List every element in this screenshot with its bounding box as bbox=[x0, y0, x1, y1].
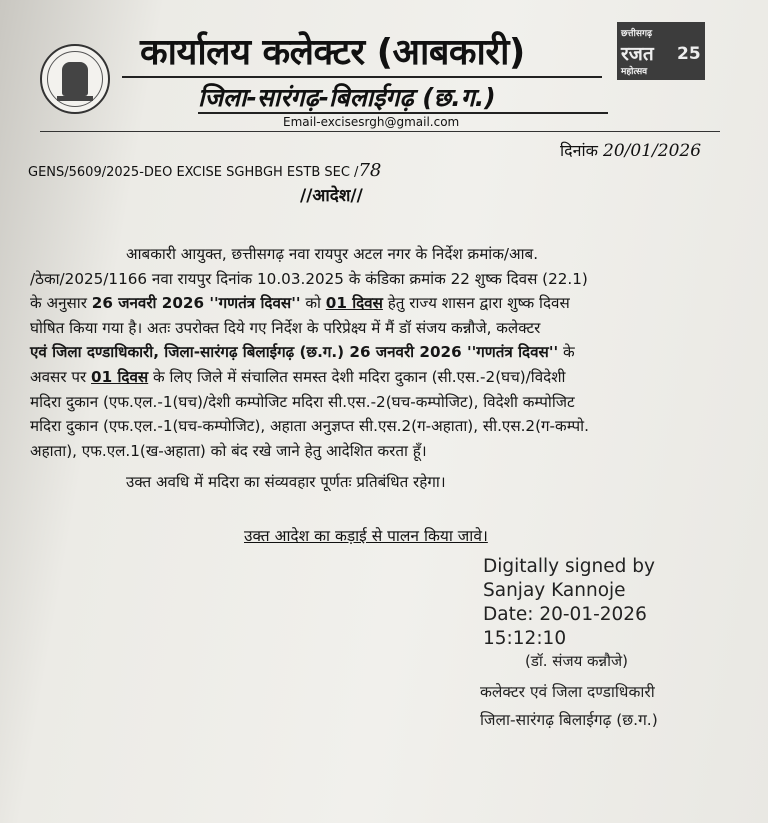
body-line bbox=[30, 414, 730, 439]
body-line bbox=[30, 291, 730, 316]
body-text-bold: 26 जनवरी 2026 ''गणतंत्र दिवस'' bbox=[349, 343, 559, 362]
signature-line: Digitally signed by bbox=[483, 556, 655, 577]
body-text-bold: 26 जनवरी 2026 ''गणतंत्र दिवस'' bbox=[91, 294, 301, 313]
title-divider bbox=[122, 76, 602, 78]
logo-number: 25 bbox=[677, 44, 701, 64]
logo-line1: छत्तीसगढ़ bbox=[621, 29, 653, 39]
restriction-sentence: उक्त अवधि में मदिरा का संव्यवहार पूर्णतः प्रतिबंधित रहेगा। bbox=[126, 473, 446, 491]
body-text: /ठेका/2025/1166 नवा रायपुर दिनांक 10.03.2025 के कंडिका क्रमांक 22 शुष्क दिवस (22.1) bbox=[30, 269, 588, 288]
signatory-designation: कलेक्टर एवं जिला दण्डाधिकारी bbox=[480, 683, 655, 701]
body-text: अवसर पर bbox=[30, 367, 92, 386]
body-line bbox=[30, 267, 730, 292]
date-field bbox=[560, 139, 701, 161]
office-title: कार्यालय कलेक्टर (आबकारी) bbox=[140, 32, 525, 73]
body-text-bold: एवं जिला दण्डाधिकारी, जिला-सारंगढ़ बिलाईगढ़ (छ.ग.) bbox=[30, 343, 350, 362]
body-line bbox=[30, 340, 730, 365]
reference-text: GENS/5609/2025-DEO EXCISE SGHBGH ESTB SEC / bbox=[28, 165, 359, 180]
signatory-district: जिला-सारंगढ़ बिलाईगढ़ (छ.ग.) bbox=[480, 711, 658, 729]
district-title: जिला-सारंगढ़-बिलाईगढ़ (छ.ग.) bbox=[198, 83, 496, 112]
body-line bbox=[30, 390, 730, 415]
state-emblem-icon bbox=[40, 44, 110, 114]
reference-handwritten-no: 78 bbox=[358, 160, 382, 181]
body-line bbox=[30, 316, 730, 341]
signature-line: Sanjay Kannoje bbox=[483, 580, 626, 601]
reference-number bbox=[28, 160, 381, 181]
email-address: Email-excisesrgh@gmail.com bbox=[283, 115, 460, 129]
body-text: के अनुसार bbox=[30, 294, 92, 313]
digital-signature bbox=[483, 555, 655, 651]
signatory-name: (डॉ. संजय कन्नौजे) bbox=[525, 652, 628, 670]
logo-line3: महोत्सव bbox=[621, 67, 648, 77]
body-text: हेतु राज्य शासन द्वारा शुष्क दिवस bbox=[382, 294, 570, 313]
body-text: घोषित किया गया है। अतः उपरोक्त दिये गए निर्देश के परिप्रेक्ष्य में मैं डॉ संजय कन्नौजे, कलेक्टर bbox=[30, 318, 541, 337]
body-text: अहाता), एफ.एल.1(ख-अहाता) को बंद रखे जाने हेतु आदेशित करता हूँ। bbox=[30, 441, 427, 460]
date-label: दिनांक bbox=[560, 141, 598, 160]
body-text: को bbox=[300, 294, 326, 313]
body-text: के लिए जिले में संचालित समस्त देशी मदिरा दुकान (सी.एस.-2(घच)/विदेशी bbox=[148, 367, 566, 386]
signature-line: Date: 20-01-2026 bbox=[483, 604, 647, 625]
header-divider bbox=[40, 131, 720, 132]
body-text: के bbox=[558, 343, 575, 362]
body-text-bold: 01 दिवस bbox=[91, 367, 149, 386]
district-divider bbox=[198, 112, 608, 114]
body-text: मदिरा दुकान (एफ.एल.-1(घच-कम्पोजिट), अहाता अनुज्ञप्त सी.एस.2(ग-अहाता), सी.एस.2(ग-कम्पो. bbox=[30, 417, 589, 436]
logo-line2: रजत bbox=[621, 43, 654, 65]
date-value: 20/01/2026 bbox=[603, 141, 702, 161]
body-text: मदिरा दुकान (एफ.एल.-1(घच)/देशी कम्पोजिट मदिरा सी.एस.-2(घच-कम्पोजिट), विदेशी कम्पोजिट bbox=[30, 392, 575, 411]
signature-line: 15:12:10 bbox=[483, 628, 567, 649]
body-text: आबकारी आयुक्त, छत्तीसगढ़ नवा रायपुर अटल नगर के निर्देश क्रमांक/आब. bbox=[126, 245, 539, 263]
body-text-bold: 01 दिवस bbox=[325, 294, 383, 313]
order-heading: //आदेश// bbox=[300, 186, 363, 206]
body-line bbox=[30, 365, 730, 390]
order-body bbox=[30, 242, 730, 463]
rajat-mahotsav-logo bbox=[617, 22, 705, 80]
compliance-line: उक्त आदेश का कड़ाई से पालन किया जावे। bbox=[244, 527, 488, 545]
body-line bbox=[30, 242, 730, 267]
body-line bbox=[30, 439, 730, 464]
